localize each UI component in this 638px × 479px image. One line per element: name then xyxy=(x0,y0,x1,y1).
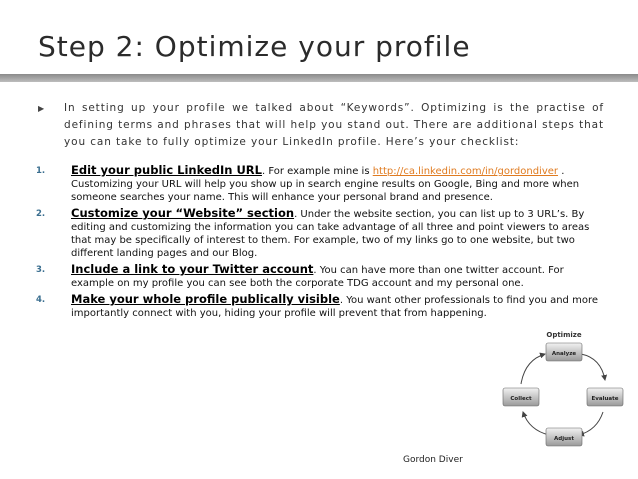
item-number: 2. xyxy=(36,209,46,219)
cycle-arrow-top-right xyxy=(581,354,605,380)
node-label: Evaluate xyxy=(591,396,619,402)
cycle-arrow-bottom-left xyxy=(523,412,549,435)
cycle-arrow-bottom-right xyxy=(579,412,603,435)
item-heading: Edit your public LinkedIn URL xyxy=(71,163,262,177)
intro-text: In setting up your profile we talked about “Keywords”. Optimizing is the practise of defining terms and phrases that will help you stand out. There are additional steps that you can take to fully optimize your LinkedIn profile. Here’s your checklist: xyxy=(64,102,604,148)
diagram-title: Optimize xyxy=(546,331,582,339)
checklist-item-1 xyxy=(36,164,606,204)
item-text: . Under the website section, you can list up to 3 URL’s. By editing and customizing the information you can take advantage of all three and point viewers to areas that may be specifically of interest to them. For example, two of my links go to one website, but two different landing pages and our Blog. xyxy=(71,209,590,259)
item-text-a: . For example mine is xyxy=(261,166,373,177)
item-heading: Customize your “Website” section xyxy=(71,206,295,220)
item-text-b: . Customizing your URL will help you show up in search engine results on Google, Bing and more when someone searches your name. This will enhance your personal brand and presence. xyxy=(71,166,580,203)
checklist-item-2 xyxy=(36,207,606,260)
node-label: Adjust xyxy=(554,436,574,442)
item-number: 3. xyxy=(36,265,46,275)
diagram-node-adjust xyxy=(546,428,582,446)
item-text: . You want other professionals to find you and more importantly connect with you, hiding your profile will prevent that from happening. xyxy=(71,295,598,319)
checklist-item-4 xyxy=(36,293,606,320)
item-text: . You can have more than one twitter account. For example on my profile you can see both the corporate TDG account and my personal one. xyxy=(71,265,564,289)
checklist-item-3 xyxy=(36,263,606,290)
profile-url-link[interactable]: http://ca.linkedin.com/in/gordondiver xyxy=(372,166,559,177)
footer-author: Gordon Diver xyxy=(403,455,463,465)
intro-paragraph xyxy=(38,100,604,151)
slide-title: Step 2: Optimize your profile xyxy=(38,30,471,63)
item-heading: Include a link to your Twitter account xyxy=(71,262,314,276)
title-underline-bar xyxy=(0,74,638,82)
diagram-node-analyze xyxy=(546,343,582,361)
item-heading: Make your whole profile publically visible xyxy=(71,292,340,306)
node-label: Analyze xyxy=(551,351,577,357)
checklist xyxy=(36,164,606,323)
item-number: 1. xyxy=(36,166,46,176)
diagram-node-evaluate xyxy=(587,388,623,406)
item-number: 4. xyxy=(36,295,46,305)
node-label: Collect xyxy=(510,396,532,402)
arrow-bullet-icon: ▶ xyxy=(38,104,46,113)
optimize-cycle-diagram xyxy=(495,328,625,452)
diagram-node-collect xyxy=(503,388,539,406)
cycle-arrow-top-left xyxy=(521,354,545,384)
